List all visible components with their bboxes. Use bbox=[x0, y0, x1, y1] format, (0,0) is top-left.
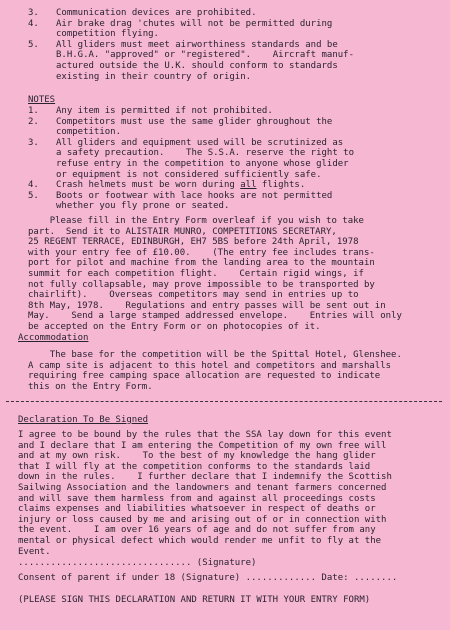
item-number: 4. bbox=[28, 180, 39, 191]
item-text: All gliders must meet airworthiness standards and be B.H.G.A. "approved" or "registered". Aircraft manuf- actured outside the U.K. should conform to standards existing in their country of origin. bbox=[56, 39, 355, 82]
item-text: Any item is permitted if not prohibited. bbox=[56, 106, 273, 116]
item-number: 1. bbox=[28, 106, 39, 116]
item-number: 5. bbox=[28, 190, 39, 201]
list-item bbox=[28, 191, 438, 212]
item-text: Competitors must use the same glider ghroughout the competition. bbox=[56, 116, 333, 138]
rules-list bbox=[28, 8, 438, 82]
list-item bbox=[28, 117, 438, 138]
dashed-divider bbox=[6, 401, 442, 402]
item-text bbox=[56, 180, 438, 191]
list-item bbox=[28, 8, 438, 19]
accommodation-heading: Accommodation bbox=[18, 333, 89, 343]
item-text: All gliders and equipment used will be scrutinized as a safety precaution. The S.S.A. reserve the right to refuse entry in the competition to anyone whose glider or equipment is not considered sufficiently safe. bbox=[56, 137, 355, 180]
item-text-part: flights. bbox=[256, 180, 306, 191]
declaration-text: I agree to be bound by the rules that the SSA lay down for this event and I declare that I am entering the Competition of my own free will and at my own risk. To the best of my knowledge the hang glider that I will fly at the competition conforms to the standards laid down in the rules. I further declare that I indemnify the Scottish Sailwing Association and the landowners and tenant farmers concerned and will save them harmless from and against all proceedings costs claims expenses and liabilities whatsoever in respect of deaths or injury or loss caused by me and arising out of or in connection with the event. I am over 16 years of age and do not suffer from any mental or physical defect which would render me unfit to fly at the Event. bbox=[18, 430, 392, 557]
signature-line[interactable]: ................................ (Signature) bbox=[18, 558, 257, 568]
return-instruction: (PLEASE SIGN THIS DECLARATION AND RETURN IT WITH YOUR ENTRY FORM) bbox=[18, 595, 371, 605]
item-text: Boots or footwear with lace hooks are not permitted whether you fly prone or seated. bbox=[56, 190, 333, 212]
list-item bbox=[28, 180, 438, 191]
list-item bbox=[28, 106, 438, 117]
item-number: 2. bbox=[28, 116, 39, 127]
list-item bbox=[28, 138, 438, 180]
item-text: Communication devices are prohibited. bbox=[56, 8, 257, 18]
item-number: 3. bbox=[28, 137, 39, 148]
item-text-part: Crash helmets must be worn during bbox=[56, 180, 241, 191]
declaration-heading: Declaration To Be Signed bbox=[18, 415, 149, 425]
emphasis-text: all bbox=[240, 180, 257, 191]
item-number: 3. bbox=[28, 8, 39, 18]
notes-list bbox=[28, 106, 438, 212]
accommodation-text: The base for the competition will be the Spittal Hotel, Glenshee. A camp site is adjacent to this hotel and competitors and marshalls requiring free camping space allocation are requested to indicate this on the Entry Form. bbox=[28, 350, 402, 392]
item-number: 4. bbox=[28, 18, 39, 29]
parent-consent-line[interactable]: Consent of parent if under 18 (Signature) ............. Date: ........ bbox=[18, 573, 398, 583]
item-text: Air brake drag 'chutes will not be permitted during competition flying. bbox=[56, 18, 333, 40]
notes-heading: NOTES bbox=[28, 95, 56, 105]
entry-instructions: Please fill in the Entry Form overleaf if you wish to take part. Send it to ALISTAIR MUNRO, COMPETITIONS SECRETARY, 25 REGENT TERRACE, EDINBURGH, EH7 5BS before 24th April, 1978 with your entry fee of £10.00. (The entry fee includes trans- port for pilot and machine from the landing area to the mountain summit for each competition flight. Certain rigid wings, if not fully collapsable, may prove impossible to be transported by chairlift). Overseas competitors may send in entries up to 8th May, 1978. Regulations and entry passes will be sent out in May. Send a large stamped addressed envelope. Entries will only be accepted on the Entry Form or on photocopies of it. bbox=[28, 216, 402, 332]
item-number: 5. bbox=[28, 39, 39, 50]
list-item bbox=[28, 19, 438, 40]
list-item bbox=[28, 40, 438, 82]
